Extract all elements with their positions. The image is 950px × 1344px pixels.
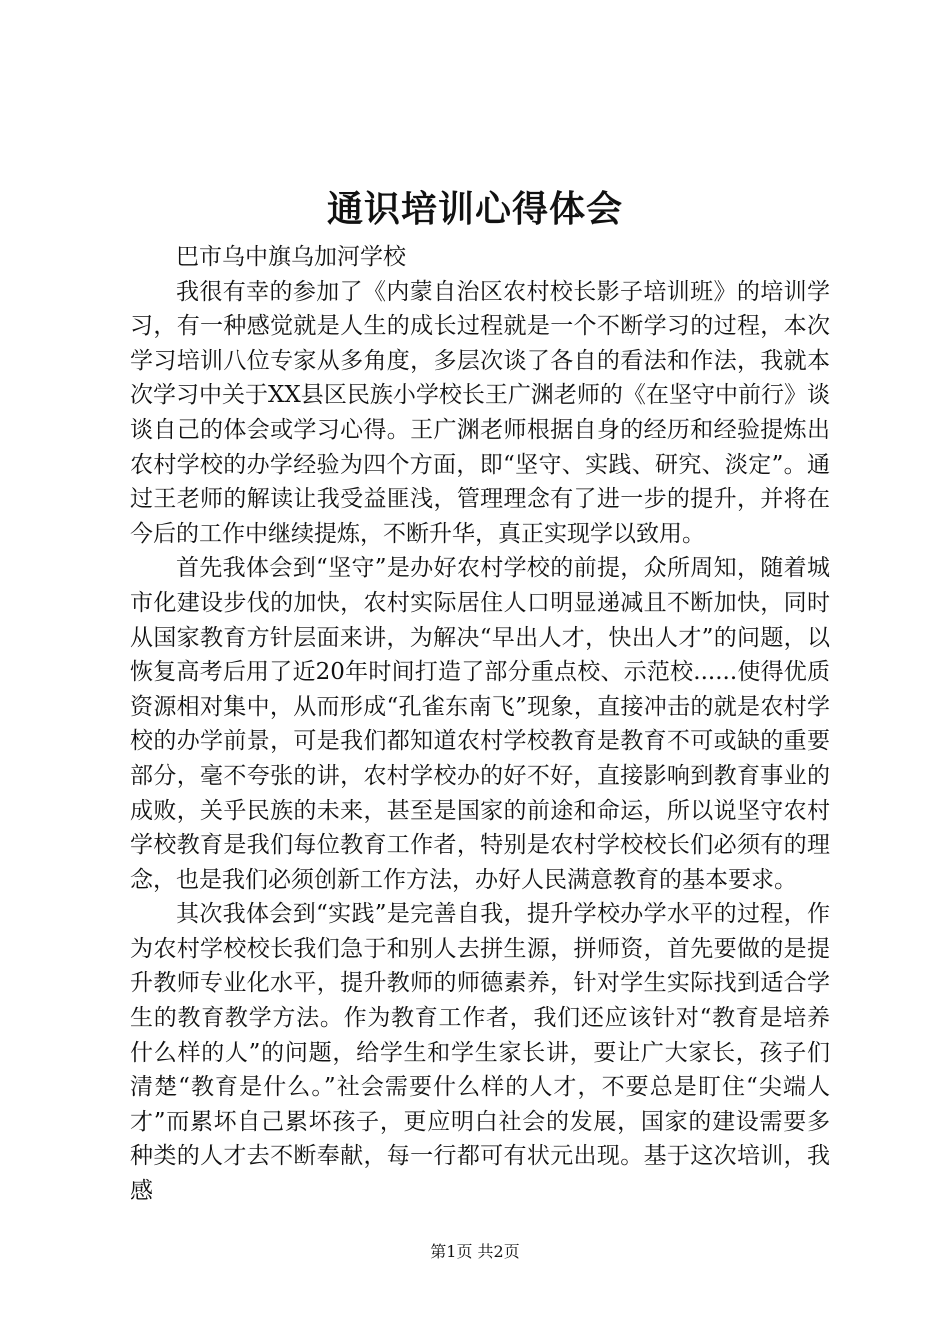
author-line: 巴市乌中旗乌加河学校 (176, 244, 406, 270)
document-title: 通识培训心得体会 (326, 188, 623, 230)
paragraph-practice: 其次我体会到“实践”是完善自我，提升学校办学水平的过程，作为农村学校校长我们急于和别人去拼生源，拼师资，首先要做的是提升教师专业化水平，提升教师的师德素养，针对学生实际找到适合学生的教育教学方法。作为教育工作者，我们还应该针对“教育是培养什么样的人”的问题，给学生和学生家长讲，要让广大家长，孩子们清楚“教育是什么。”社会需要什么样的人才，不要总是盯住“尖端人才”而累坏自己累坏孩子，更应明白社会的发展，国家的建设需要多种类的人才去不断奉献，每一行都可有状元出现。基于这次培训，我感 (130, 901, 830, 1205)
paragraph-persistence: 首先我体会到“坚守”是办好农村学校的前提，众所周知，随着城市化建设步伐的加快，农村实际居住人口明显递减且不断加快，同时从国家教育方针层面来讲，为解决“早出人才，快出人才”的问题，以恢复高考后用了近20年时间打造了部分重点校、示范校......使得优质资源相对集中，从而形成“孔雀东南飞”现象，直接冲击的就是农村学校的办学前景，可是我们都知道农村学校教育是教育不可或缺的重要部分，毫不夸张的讲，农村学校办的好不好，直接影响到教育事业的成败，关乎民族的未来，甚至是国家的前途和命运，所以说坚守农村学校教育是我们每位教育工作者，特别是农村学校校长们必须有的理念，也是我们必须创新工作方法，办好人民满意教育的基本要求。 (130, 555, 830, 893)
document-body (130, 240, 830, 1209)
paragraph-intro: 我很有幸的参加了《内蒙自治区农村校长影子培训班》的培训学习，有一种感觉就是人生的成长过程就是一个不断学习的过程，本次学习培训八位专家从多角度，多层次谈了各自的看法和作法，我就本次学习中关于XX县区民族小学校长王广渊老师的《在坚守中前行》谈谈自己的体会或学习心得。王广渊老师根据自身的经历和经验提炼出农村学校的办学经验为四个方面，即“坚守、实践、研究、淡定”。通过王老师的解读让我受益匪浅，管理理念有了进一步的提升，并将在今后的工作中继续提炼，不断升华，真正实现学以致用。 (130, 278, 830, 547)
page-footer: 第1页 共2页 (430, 1242, 520, 1261)
